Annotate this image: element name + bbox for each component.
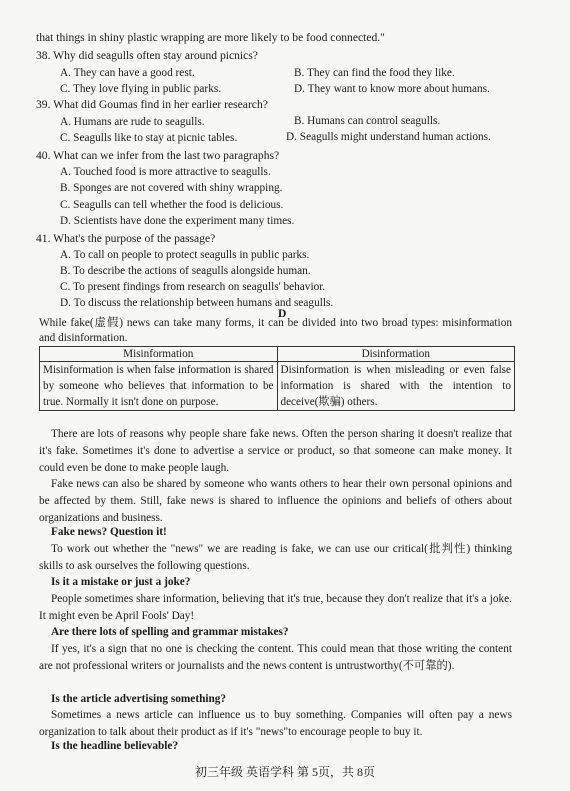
paragraph-opinions: Fake news can also be shared by someone who wants others to hear their own personal opinions and be affected by them. Still, fake news is shared to influence the opinions and beliefs of others about organizations and business. (39, 478, 512, 524)
question-38-option-d: D. They want to know more about humans. (294, 83, 490, 95)
page-footer: 初三年级 英语学科 第 5页，共 8页 (194, 765, 375, 779)
table-header-misinformation: Misinformation (40, 347, 278, 362)
question-40-option-b: B. Sponges are not covered with shiny wrapping. (60, 182, 283, 194)
table-cell-misinformation: Misinformation is when false information is shared by someone who believes that information to be true. Normally it isn't done on purpose. (40, 362, 278, 411)
question-40-stem: 40. What can we infer from the last two paragraphs? (36, 149, 280, 162)
question-40-option-c: C. Seagulls can tell whether the food is delicious. (60, 199, 284, 211)
paragraph-joke: People sometimes share information, believing that it's true, because they don't realize that it's a joke. It might even be April Fools' Day! (39, 593, 512, 622)
misinformation-disinformation-table (39, 346, 515, 411)
question-41-option-d: D. To discuss the relationship between humans and seagulls. (60, 297, 334, 309)
question-38-option-b: B. They can find the food they like. (294, 67, 455, 79)
question-39-option-d: D. Seagulls might understand human actions. (286, 131, 491, 143)
question-40-option-d: D. Scientists have done the experiment many times. (60, 215, 295, 227)
question-41-option-a: A. To call on people to protect seagulls in public parks. (60, 249, 310, 261)
section-letter: D (278, 307, 287, 320)
paragraph-critical-thinking: To work out whether the "news" we are reading is fake, we can use our critical(批判性) thinking skills to ask ourselves the following questions. (39, 543, 512, 572)
heading-question-it: Fake news? Question it! (51, 526, 167, 538)
question-38-option-a: A. They can have a good rest. (60, 67, 195, 79)
heading-advertising: Is the article advertising something? (51, 693, 227, 705)
intro-paragraph: While fake(虚假) news can take many forms, it can be divided into two broad types: misinformation and disinformation. (39, 317, 512, 344)
paragraph-advertising: Sometimes a news article can influence us to buy something. Companies will often pay a news organization to talk about their product as if it's "news"to encourage people to buy it. (39, 709, 512, 738)
table-header-disinformation: Disinformation (277, 347, 515, 362)
heading-headline: Is the headline believable? (51, 740, 179, 752)
top-line: that things in shiny plastic wrapping are more likely to be food connected." (36, 31, 385, 44)
question-39-stem: 39. What did Goumas find in her earlier research? (36, 98, 268, 111)
heading-spelling-grammar: Are there lots of spelling and grammar mistakes? (51, 626, 289, 638)
question-41-stem: 41. What's the purpose of the passage? (36, 232, 216, 245)
question-41-option-b: B. To describe the actions of seagulls alongside human. (60, 265, 311, 277)
question-38-stem: 38. Why did seagulls often stay around picnics? (36, 49, 258, 62)
question-38-option-c: C. They love flying in public parks. (60, 83, 222, 95)
paragraph-untrustworthy: If yes, it's a sign that no one is checking the content. This could mean that those writing the content are not professional writers or journalists and the news content is untrustworthy(不可靠的). (39, 643, 512, 672)
question-39-option-a: A. Humans are rude to seagulls. (60, 116, 205, 128)
table-cell-disinformation: Disinformation is when misleading or even false information is shared with the intention to deceive(欺骗) others. (277, 362, 515, 411)
question-41-option-c: C. To present findings from research on seagulls' behavior. (60, 281, 326, 293)
paragraph-reasons: There are lots of reasons why people share fake news. Often the person sharing it doesn't realize that it's fake. Sometimes it's done to advertise a service or product, so that someone can make money. It could even be done to make people laugh. (39, 428, 512, 474)
question-39-option-c: C. Seagulls like to stay at picnic tables. (60, 132, 238, 144)
question-40-option-a: A. Touched food is more attractive to seagulls. (60, 166, 271, 178)
question-39-option-b: B. Humans can control seagulls. (294, 115, 441, 127)
heading-mistake-or-joke: Is it a mistake or just a joke? (51, 576, 191, 588)
